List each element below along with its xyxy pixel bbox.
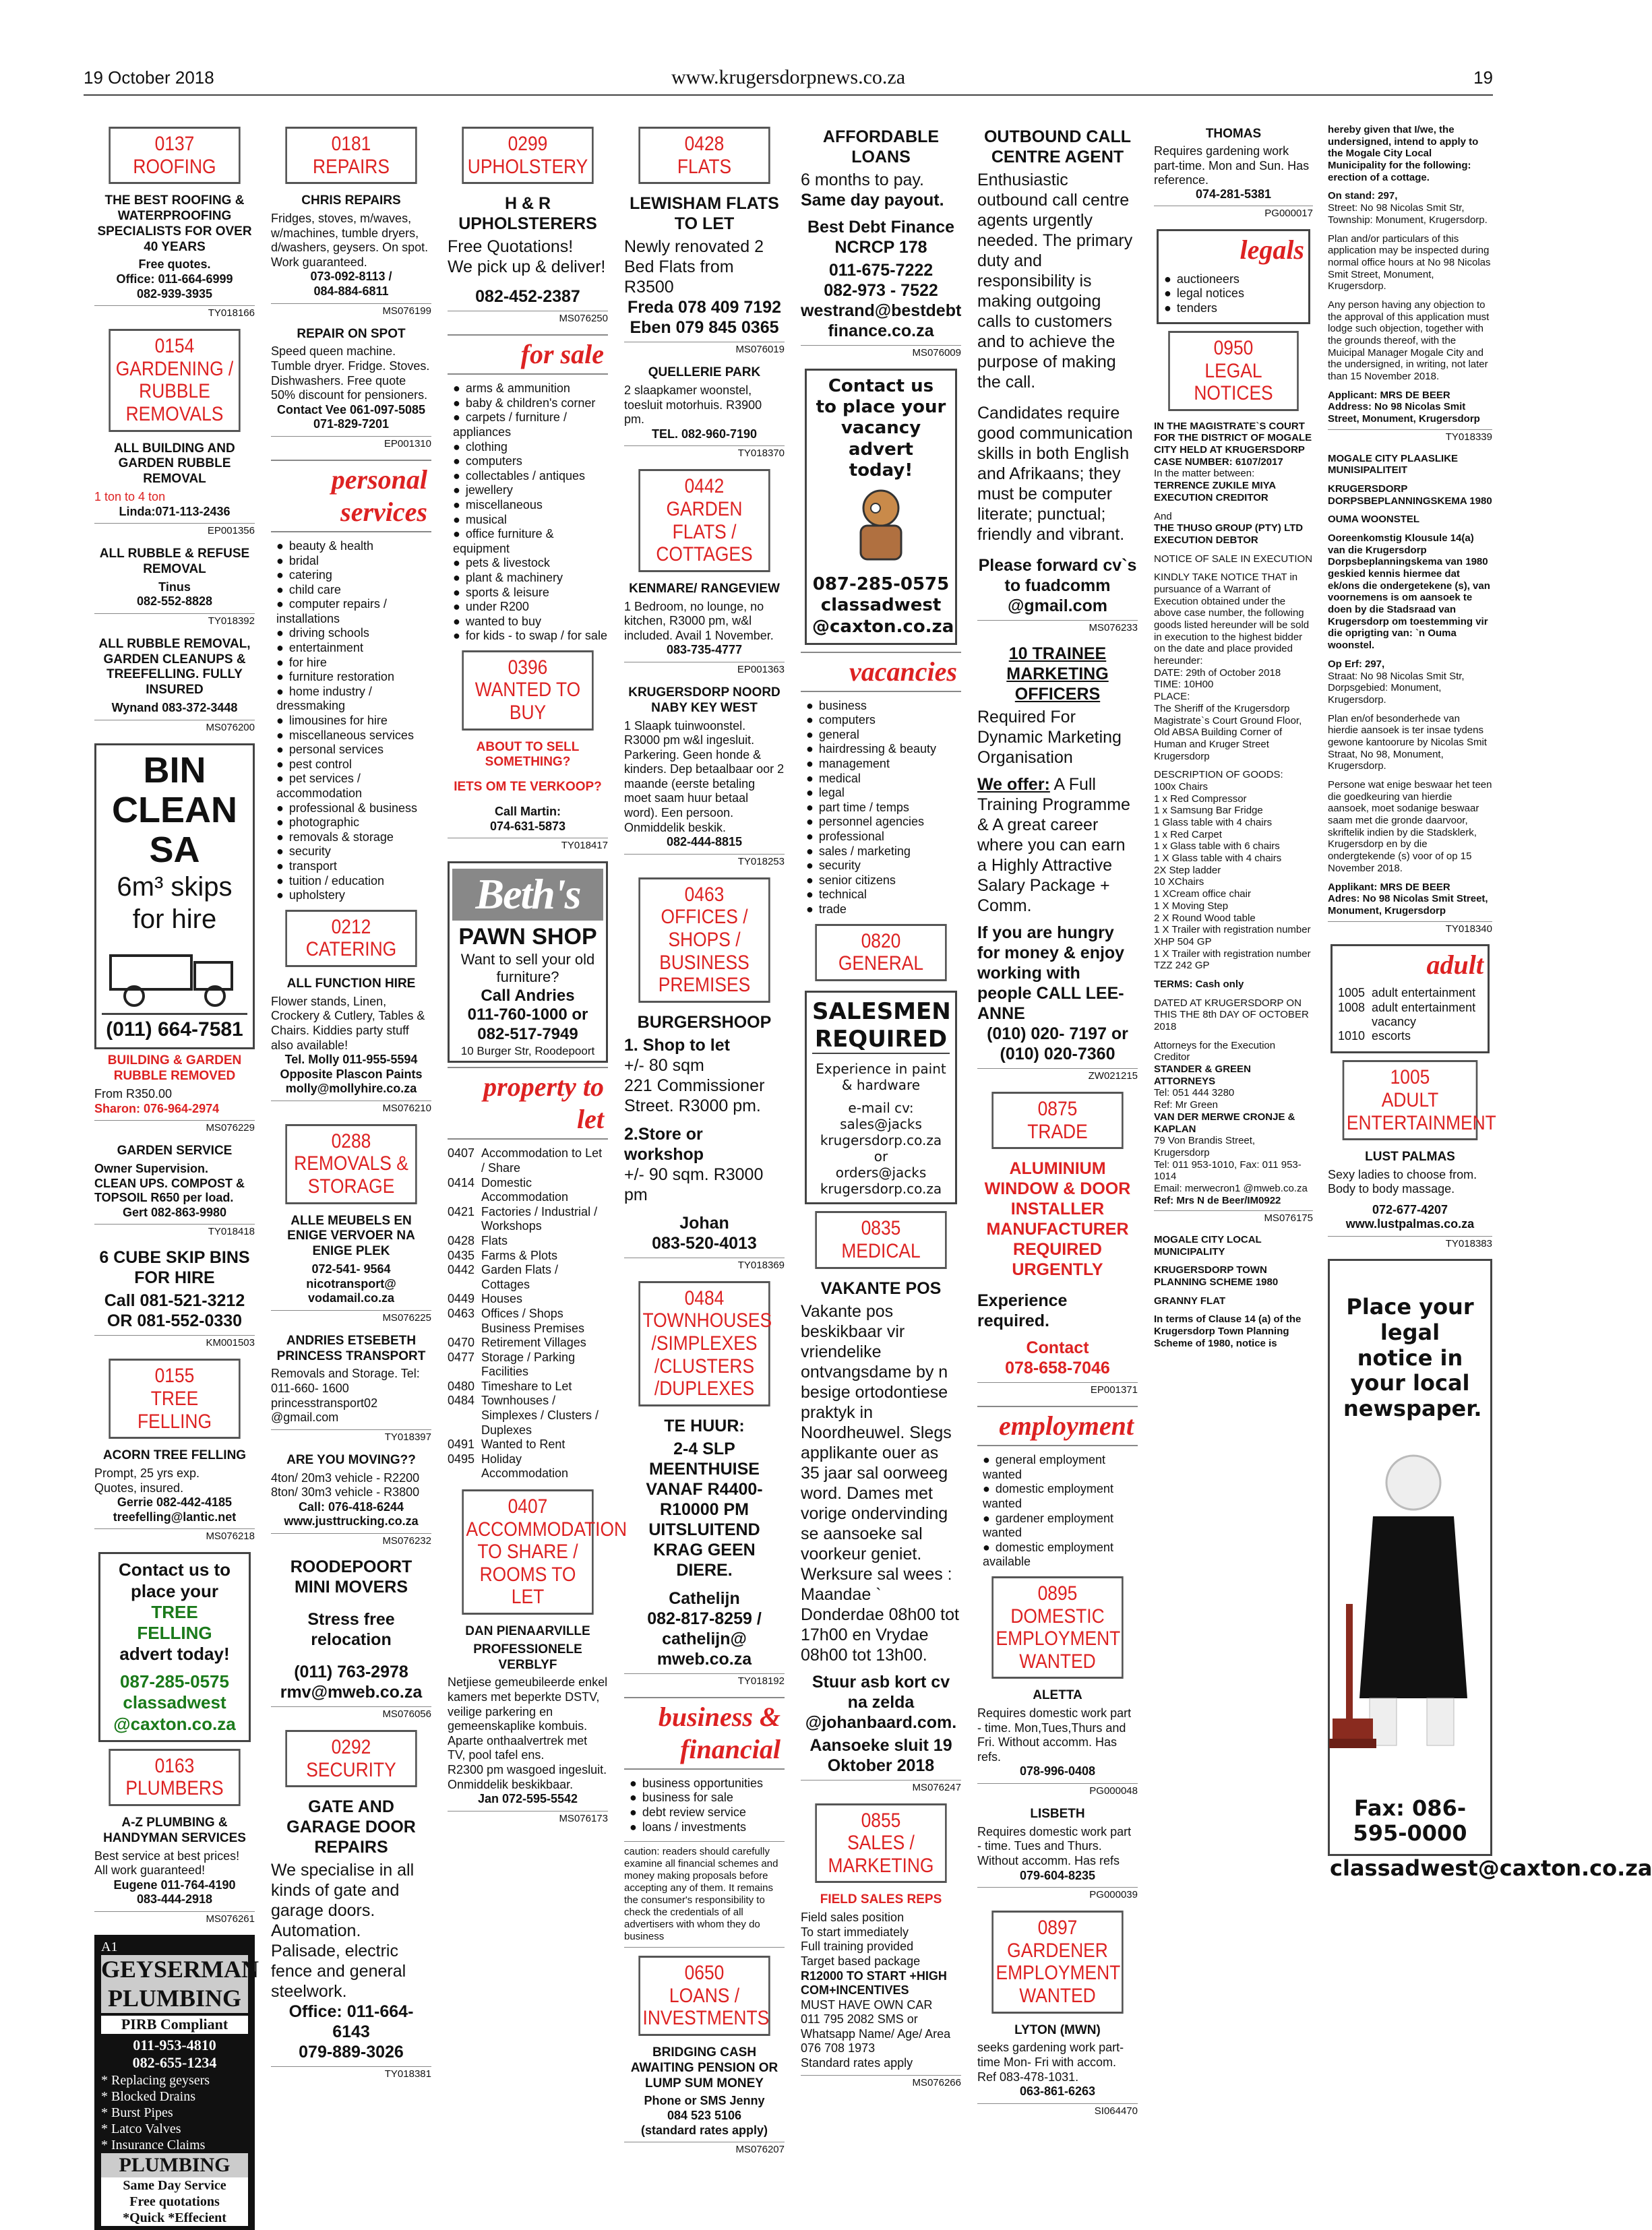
issue-date: 19 October 2018 (84, 67, 214, 88)
classified-ad: LEWISHAM FLATS TO LET Newly renovated 2 Bed Flats from R3500 Freda 078 409 7192 Eben 079 845 0365 MS076019 (624, 194, 785, 356)
classified-ad: ABOUT TO SELL SOMETHING? IETS OM TE VERKOOP? Call Martin: 074-631-5873 TY018417 (448, 740, 608, 853)
category-offices-shops: 0463 OFFICES / SHOPS / BUSINESS PREMISES (638, 877, 770, 1003)
goods-item: 10 XChairs (1154, 876, 1204, 888)
list-item: 0435 Farms & Plots (448, 1248, 558, 1262)
list-item: ● general employment wanted (983, 1453, 1138, 1482)
list-item: ● plant & machinery (453, 571, 608, 586)
legal-notice-english: hereby given that I/we, the undersigned, intend to apply to the Mogale City Local Municipality for the following: erection of a cottage. On stand: 297, Street: No 98 Nicolas Smit Str, Township: Monument, Krugersdorp. Plan and/or particulars of this application may be inspected during normal office hours at No 98 Nicolas Smit Street, Monument, Krugersdorp. Any person having any objection to the approval of this application must lodge such objection, together with the grounds thereof, with the Muicipal Manager Mogale City and the undersigned, in writing, not later than 15 November 2018. Applicant: MRS DE BEER Address: No 98 Nicolas Smit Street, Monument, Krugersdorp TY018339 (1328, 124, 1492, 443)
goods-list (1154, 781, 1313, 972)
list-item: ● gardener employment wanted (983, 1512, 1138, 1541)
list-item: ● medical (806, 772, 961, 786)
category-general: 0820 GENERAL (815, 924, 946, 981)
list-item: ● jewellery (453, 483, 608, 498)
category-wanted-to-buy: 0396 WANTED TO BUY (462, 650, 593, 731)
legal-notice-court: IN THE MAGISTRATE`S COURT FOR THE DISTRICT OF MOGALE CITY HELD AT KRUGERSDORP CASE NUMBER: 6107/2017 In the matter between: TERRENCE ZUKILE MIYA EXECUTION CREDITOR And THE THUSO GROUP (PTY) LTD EXECUTION DEBTOR NOTICE OF SALE IN EXECUTION KINDLY TAKE NOTICE THAT in pursuance of a Warrant of Execution obtained under the above case number, the following goods listed hereunder will be sold in execution to the highest bidder on the date and place provided hereunder: DATE: 29th of October 2018 TIME: 10H00 PLACE: The Sheriff of the Krugersdorp Magistrate`s Court Ground Floor, Old ABSA Building Corner of Human and Kruger Street Krugersdorp DESCRIPTION OF GOODS: 100x Chairs 1 x Red Compressor 1 x Samsung Bar Fridge 1 Glass table with 4 chairs 1 x Red Carpet 1 x Glass table with 6 chairs 1 X Glass table with 4 chairs 2X Step ladder 10 XChairs 1 XCream office chair 1 X Moving Step 2 X Round Wood table 1 X Trailer with registration number XHP 504 GP 1 X Trailer with registration number TZZ 242 GP TERMS: Cash only DATED AT KRUGERSDORP ON THIS THE 8th DAY OF OCTOBER 2018 Attorneys for the Execution Creditor STANDER & GREEN ATTORNEYS Tel: 051 444 3280 Ref: Mr Green VAN DER MERWE CRONJE & KAPLAN 79 Von Brandis Street, Krugersdorp Tel: 011 953-1010, Fax: 011 953-1014 Email: merwecron1 @mweb.co.za Ref: Mrs N de Beer/IM0922 MS076175 (1154, 420, 1313, 1225)
list-item: 0491 Wanted to Rent (448, 1437, 565, 1452)
column-1 (94, 124, 259, 2230)
list-item: ● personnel agencies (806, 815, 961, 830)
column-4 (624, 124, 785, 2165)
list-item: ● baby & children's corner (453, 396, 608, 411)
list-item: ● hairdressing & beauty (806, 742, 961, 757)
category-townhouses: 0484 TOWNHOUSES /SIMPLEXES /CLUSTERS /DUPLEXES (638, 1281, 770, 1406)
classified-ad: THE BEST ROOFING & WATERPROOFING SPECIALISTS FOR OVER 40 YEARS Free quotes. Office: 011-664-6999 082-939-3935 TY018166 (94, 193, 255, 319)
list-item: 1008 adult entertainment vacancy (1338, 1000, 1476, 1028)
list-item: ● computers (453, 454, 608, 469)
legal-notice-promo: Place your legal notice in your local newspaper. Fax: 086-595-0000 classadwest@caxton.co.za (1328, 1259, 1492, 1856)
classified-ad: AFFORDABLE LOANS 6 months to pay. Same day payout. Best Debt Finance NCRCP 178 011-675-7222 082-973 - 7522 westrand@bestdebt finance.co.za MS076009 (801, 127, 962, 359)
list-item: ● wanted to buy (453, 615, 608, 629)
classified-ad: FIELD SALES REPS Field sales position To start immediately Full training provided Target based package R12000 TO START +HIGH COM+INCENTIVES MUST HAVE OWN CAR 011 795 2082 SMS or Whatsapp Name/ Age/ Area 076 708 1973 Standard rates apply MS076266 (801, 1892, 961, 2088)
classified-ad: CHRIS REPAIRS Fridges, stoves, m/waves, w/machines, tumble dryers, d/washers, geysers. On spot. Work guaranteed. 073-092-8113 / 084-884-6811 MS076199 (271, 193, 431, 317)
list-item: ● loans / investments (630, 1820, 785, 1835)
list-item: ● auctioneers (1164, 272, 1308, 286)
classified-ad: A-Z PLUMBING & HANDYMAN SERVICES Best service at best prices! All work guaranteed! Eugene 011-764-4190 083-444-2918 MS076261 (94, 1816, 255, 1925)
classified-ad: QUELLERIE PARK 2 slaapkamer woonstel, toesluit motorhuis. R3900 pm. TEL. 082-960-7190 TY018370 (624, 365, 785, 460)
classified-ad: ALL RUBBLE & REFUSE REMOVAL Tinus 082-552-8828 TY018392 (94, 547, 255, 627)
list-item: ● home industry / dressmaking (276, 685, 431, 714)
list-item: 0495 Holiday Accommodation (448, 1452, 569, 1481)
judge-with-gavel-icon (1333, 1442, 1488, 1766)
page-header (84, 65, 1493, 96)
list-item: ● for kids - to swap / for sale (453, 629, 608, 644)
classified-ad: ALL BUILDING AND GARDEN RUBBLE REMOVAL 1 ton to 4 ton Linda:071-113-2436 EP001356 (94, 441, 255, 537)
list-item: ● computer repairs / installations (276, 597, 431, 626)
category-plumbers: 0163 PLUMBERS (109, 1749, 240, 1806)
list-item: ● bridal (276, 554, 431, 569)
list-item: 0414 Domestic Accommodation (448, 1175, 569, 1204)
list-item: ● tenders (1164, 301, 1308, 315)
list-item: ● child care (276, 583, 431, 598)
list-item: ● under R200 (453, 600, 608, 615)
category-medical: 0835 MEDICAL (815, 1211, 946, 1268)
list-item: ● domestic employment available (983, 1541, 1138, 1570)
list-item: ● domestic employment wanted (983, 1482, 1138, 1511)
list-item: 1005 adult entertainment (1338, 986, 1476, 1000)
category-roofing: 0137 ROOFING (109, 127, 240, 184)
classified-ad: ANDRIES ETSEBETH PRINCESS TRANSPORT Removals and Storage. Tel: 011-660- 1600 princesstransport02 @gmail.com TY018397 (271, 1333, 431, 1443)
legal-notice-afrikaans: MOGALE CITY PLAASLIKE MUNISIPALITEIT KRUGERSDORP DORPSBEPLANNINGSKEMA 1980 OUMA WOONSTEL Ooreenkomstig Klousule 14(a) van die Krugersdorp Dorpsbeplanningskema van 1980 geskied kennis hiermee dat ek/ons die ondergetekene (s), van voornemens is om aansoek te doen by die Stadsraad van Krugersdorp om toestemming vir die oprigting van: `n Ouma woonstel. Op Erf: 297, Straat: No 98 Nicolas Smit Str, Dorpsgebied: Monument, Krugersdorp. Plan en/of besonderhede van hierdie aansoek is ter insae tydens gewone kantoorure by Nicolas Smit Straat, No 98, Monument, Krugersdorp. Persone wat enige beswaar het teen die goedkeuring van hierdie aansoek, moet sodanige beswaar saam met die gronde daarvoor, skriftelik indien by die Stadsklerk, Krugersdorp en by die ondergtekende (s) voor of op 15 November 2018. Applikant: MRS DE BEER Adres: No 98 Nicolas Smit Street, Monument, Krugersdorp TY018340 (1328, 452, 1492, 935)
list-item: ● general (806, 728, 961, 743)
list-item: ● miscellaneous (453, 498, 608, 513)
list-item: ● personal services (276, 743, 431, 757)
list-item: ● management (806, 757, 961, 772)
list-item: ● miscellaneous services (276, 729, 431, 743)
classified-ad: BUILDING & GARDEN RUBBLE REMOVED From R350.00 Sharon: 076-964-2974 MS076229 (94, 1053, 255, 1134)
classified-ad: LISBETH Requires domestic work part - time. Tues and Thurs. Without accomm. Has refs 079-604-8235 PG000039 (977, 1807, 1138, 1901)
list-item: ● entertainment (276, 641, 431, 656)
list-item: ● office furniture & equipment (453, 527, 608, 556)
goods-item: 1 X Trailer with registration number XHP 504 GP (1154, 924, 1311, 948)
for-sale-list (448, 381, 608, 644)
classified-ad: VAKANTE POS Vakante pos beskikbaar vir vriendelike ontvangsdame by n besige ortodontiese praktyk in Noordheuwel. Slegs applikante ouer as 35 jaar sal oorweeg word. Dames met vorige ondervinding se aansoeke sal voorkeur geniet. Werksure sal wees : Maandae ` Donderdae 08h00 tot 17h00 en Vrydae 08h00 tot 13h00. Stuur asb kort cv na zelda @johanbaard.com. Aansoeke sluit 19 Oktober 2018 MS076247 (801, 1278, 961, 1793)
list-item: 1010 escorts (1338, 1029, 1411, 1043)
classified-ad: THOMAS Requires gardening work part-time. Mon and Sun. Has reference. 074-281-5381 PG000017 (1154, 127, 1313, 220)
goods-item: 2X Step ladder (1154, 864, 1221, 876)
goods-item: 1 XCream office chair (1154, 888, 1251, 900)
classified-ad: ALLE MEUBELS EN ENIGE VERVOER NA ENIGE PLEK 072-541- 9564 nicotransport@ vodamail.co.za MS076225 (271, 1214, 431, 1324)
list-item: ● professional (806, 830, 961, 844)
classified-ad: BURGERSHOOP 1. Shop to let +/- 80 sqm 221 Commissioner Street. R3000 pm. 2.Store or workshop +/- 90 sqm. R3000 pm Johan 083-520-4013 TY018369 (624, 1012, 785, 1271)
list-item: ● transport (276, 859, 431, 874)
list-item: 0407 Accommodation to Let / Share (448, 1146, 603, 1175)
list-item: ● beauty & health (276, 539, 431, 554)
list-item: 0480 Timeshare to Let (448, 1379, 572, 1393)
category-sales-marketing: 0855 SALES / MARKETING (815, 1803, 946, 1884)
list-item: ● removals & storage (276, 830, 431, 845)
list-item: ● security (806, 859, 961, 873)
list-item: ● pest control (276, 757, 431, 772)
column-6 (977, 124, 1138, 2127)
category-repairs: 0181 REPAIRS (285, 127, 417, 184)
list-item: ● photographic (276, 815, 431, 830)
classified-ad: ROODEPOORT MINI MOVERS Stress free relocation (011) 763-2978 rmv@mweb.co.za MS076056 (271, 1557, 431, 1721)
list-item: ● technical (806, 888, 961, 902)
detective-mascot-icon (840, 481, 921, 569)
list-item: ● professional & business (276, 801, 431, 816)
category-catering: 0212 CATERING (285, 910, 417, 967)
beths-pawn-shop-ad: Beth's PAWN SHOP Want to sell your old furniture? Call Andries 011-760-1000 or 082-517-7949 10 Burger Str, Roodepoort (448, 861, 608, 1063)
category-tree-felling: 0155 TREE FELLING (109, 1359, 240, 1439)
list-item: 0449 Houses (448, 1292, 523, 1306)
category-gardener-employment: 0897 GARDENER EMPLOYMENT WANTED (991, 1911, 1123, 2013)
classified-ad: 10 TRAINEE MARKETING OFFICERS Required For Dynamic Marketing Organisation We offer: A Full Training Programme & A great career where you can earn a Highly Attractive Salary Package + Comm. If you are hungry for money & enjoy working with people CALL LEE-ANNE (010) 020- 7197 or (010) 020-7360 ZW021215 (977, 644, 1138, 1082)
list-item: ● pets & livestock (453, 556, 608, 571)
list-item: 0421 Factories / Industrial / Workshops (448, 1204, 598, 1233)
classified-ad: H & R UPHOLSTERERS Free Quotations! We pick up & deliver! 082-452-2387 MS076250 (448, 194, 608, 325)
goods-item: 1 X Trailer with registration number TZZ 242 GP (1154, 948, 1311, 972)
list-item: ● part time / temps (806, 801, 961, 815)
list-item: ● musical (453, 513, 608, 528)
list-item: ● clothing (453, 440, 608, 455)
list-item: ● carpets / furniture / appliances (453, 410, 608, 439)
category-loans: 0650 LOANS / INVESTMENTS (638, 1956, 770, 2036)
classified-ad: ALL RUBBLE REMOVAL, GARDEN CLEANUPS & TREEFELLING. FULLY INSURED Wynand 083-372-3448 MS076200 (94, 637, 255, 734)
category-removals: 0288 REMOVALS & STORAGE (285, 1124, 417, 1204)
list-item: 0428 Flats (448, 1233, 508, 1247)
legal-notice-mogale: MOGALE CITY LOCAL MUNICIPALITY KRUGERSDORP TOWN PLANNING SCHEME 1980 GRANNY FLAT In terms of Clause 14 (a) of the Krugersdorp Town Planning Scheme of 1980, notice is (1154, 1234, 1302, 1349)
category-security: 0292 SECURITY (285, 1730, 417, 1787)
category-legal-notices: 0950 LEGAL NOTICES (1168, 331, 1299, 411)
list-item: ● catering (276, 568, 431, 583)
geyserman-ad: A1 GEYSERMAN PLUMBING PIRB Compliant 011-953-4810 082-655-1234 * Replacing geysers * Blocked Drains * Burst Pipes * Latco Valves * Insurance Claims PLUMBING Same Day Service Free quotations *Quick *Effecient (94, 1935, 255, 2230)
goods-item: 1 x Glass table with 6 chairs (1154, 840, 1280, 853)
list-item: ● debt review service (630, 1805, 785, 1820)
section-banner-vacancies: vacancies (801, 652, 961, 692)
classified-ad: ALL FUNCTION HIRE Flower stands, Linen, Crockery & Cutlery, Tables & Chairs. Kiddies party stuff also available! Tel. Molly 011-955-5594 Opposite Plascon Paints molly@mollyhire.co.za MS076210 (271, 976, 431, 1114)
goods-item: 1 x Samsung Bar Fridge (1154, 805, 1263, 817)
list-item: 0442 Garden Flats / Cottages (448, 1263, 559, 1291)
list-item: 0470 Retirement Villages (448, 1336, 586, 1350)
personal-services-list (271, 539, 431, 903)
classified-ad: KRUGERSDORP NOORD NABY KEY WEST 1 Slaapk tuinwoonstel. R3000 pm w&l ingesluit. Parkering. Geen honde & kinders. Dep betaalbaar oor 2 maande (eerste betaling moet saam huur betaal word). Een persoon. Onmiddelik beskik. 082-444-8815 TY018253 (624, 685, 785, 867)
goods-item: 1 X Moving Step (1154, 900, 1229, 912)
list-item: ● senior citizens (806, 873, 961, 888)
section-banner-personal-services: personal services (271, 460, 431, 532)
adult-index-box: adult 1005 adult entertainment 1008 adult entertainment vacancy 1010 escorts (1330, 944, 1490, 1053)
list-item: 0477 Storage / Parking Facilities (448, 1350, 576, 1379)
category-upholstery: 0299 UPHOLSTERY (462, 127, 593, 184)
classified-ad: REPAIR ON SPOT Speed queen machine. Tumble dryer. Fridge. Stoves. Dishwashers. Free quote 50% discount for pensioners. Contact Vee 061-097-5085 071-829-7201 EP001310 (271, 326, 431, 450)
column-7 (1154, 124, 1313, 1350)
goods-item: 1 Glass table with 4 chairs (1154, 817, 1273, 829)
classified-ad: LUST PALMAS Sexy ladies to choose from. Body to body massage. 072-677-4207 www.lustpalmas.co.za TY018383 (1328, 1150, 1492, 1249)
classified-ad: ARE YOU MOVING?? 4ton/ 20m3 vehicle - R2200 8ton/ 30m3 vehicle - R3800 Call: 076-418-6244 www.justtrucking.co.za MS076232 (271, 1452, 431, 1547)
list-item: ● trade (806, 902, 961, 917)
list-item: ● legal notices (1164, 286, 1308, 301)
classified-ad: GARDEN SERVICE Owner Supervision. CLEAN UPS. COMPOST & TOPSOIL R650 per load. Gert 082-863-9980 TY018418 (94, 1144, 255, 1238)
list-item: ● business (806, 699, 961, 714)
section-banner-for-sale: for sale (448, 334, 608, 375)
column-2 (271, 124, 431, 2090)
bin-clean-ad: BIN CLEAN SA 6m³ skips for hire (011) 664-7581 (94, 743, 255, 1050)
list-item: ● pet services / accommodation (276, 772, 431, 801)
skip-truck-icon (104, 935, 245, 1010)
list-item: ● for hire (276, 656, 431, 671)
list-item: ● legal (806, 786, 961, 801)
salesmen-required-ad: SALESMEN REQUIRED Experience in paint & hardware e-mail cv: sales@jacks krugersdorp.co.za or orders@jacks krugersdorp.co.za (805, 991, 957, 1205)
classified-ad: BRIDGING CASH AWAITING PENSION OR LUMP SUM MONEY Phone or SMS Jenny 084 523 5106 (standard rates apply) MS076207 (624, 2045, 785, 2156)
property-to-let-list (448, 1146, 608, 1481)
list-item: ● tuition / education (276, 874, 431, 889)
beths-logo: Beth's (452, 869, 603, 921)
category-adult-entertainment: 1005 ADULT ENTERTAINMENT (1343, 1060, 1478, 1140)
section-banner-property-to-let: property to let (448, 1067, 608, 1140)
classified-ad: ALETTA Requires domestic work part - time. Mon,Tues,Thurs and Fri. Without accomm. Has refs. 078-996-0408 PG000048 (977, 1688, 1138, 1797)
adult-list (1333, 986, 1488, 1043)
vacancies-list (801, 699, 961, 917)
column-8 (1328, 124, 1652, 1882)
category-garden-flats: 0442 GARDEN FLATS / COTTAGES (638, 469, 770, 571)
section-banner-business-financial: business & financial (624, 1697, 785, 1770)
legals-index-box: legals ● auctioneers ● legal notices ● tenders (1157, 229, 1310, 324)
classified-ad: OUTBOUND CALL CENTRE AGENT Enthusiastic outbound call centre agents urgently needed. The primary duty and responsibility is making outgoing calls to customers and to achieve the purpose of making the call. Candidates require good communication skills in both English and Afrikaans; they must be computer literate; punctual; friendly and vibrant. Please forward cv`s to fuadcomm @gmail.com MS076233 (977, 127, 1138, 633)
section-banner-employment: employment (977, 1406, 1138, 1446)
goods-item: 2 X Round Wood table (1154, 912, 1256, 924)
page-number: 19 (1473, 67, 1493, 88)
list-item: ● business for sale (630, 1791, 785, 1805)
goods-item: 1 x Red Carpet (1154, 828, 1222, 840)
list-item: ● arms & ammunition (453, 381, 608, 396)
list-item: ● security (276, 844, 431, 859)
list-item: ● sales / marketing (806, 844, 961, 859)
tree-felling-contact-box: Contact us to place your TREE FELLING advert today! 087-285-0575 classadwest @caxton.co.za (98, 1552, 251, 1742)
list-item: ● collectables / antiques (453, 469, 608, 484)
list-item: 0484 Townhouses / Simplexes / Clusters / Duplexes (448, 1394, 599, 1437)
goods-item: 100x Chairs (1154, 780, 1209, 793)
goods-item: 1 x Red Compressor (1154, 793, 1247, 805)
category-trade: 0875 TRADE (991, 1092, 1123, 1149)
list-item: ● driving schools (276, 626, 431, 641)
list-item: ● furniture restoration (276, 670, 431, 685)
vacancy-contact-box: Contact us to place your vacancy advert today! 087-285-0575 classadwest @caxton.co.za (805, 369, 957, 645)
list-item: ● upholstery (276, 888, 431, 903)
category-domestic-employment: 0895 DOMESTIC EMPLOYMENT WANTED (991, 1576, 1123, 1679)
classified-ad: LYTON (MWN) seeks gardening work part-time Mon- Fri with accom. Ref 083-478-1031. 063-861-6263 SI064470 (977, 2022, 1138, 2117)
site-url[interactable]: www.krugersdorpnews.co.za (671, 66, 906, 88)
column-5 (801, 124, 961, 2099)
classified-ad: GATE AND GARAGE DOOR REPAIRS We specialise in all kinds of gate and garage doors. Automation. Palisade, electric fence and general steelwork. Office: 011-664-6143 079-889-3026 TY018381 (271, 1797, 431, 2080)
column-3 (448, 124, 628, 1834)
list-item: 0463 Offices / Shops Business Premises (448, 1306, 585, 1335)
goods-item: 1 X Glass table with 4 chairs (1154, 853, 1282, 865)
list-item: ● computers (806, 713, 961, 728)
classified-ad: TE HUUR: 2-4 SLP MEENTHUISE VANAF R4400- R10000 PM UITSLUITEND KRAG GEEN DIERE. Cathelijn 082-817-8259 / cathelijn@ mweb.co.za TY018192 (624, 1416, 785, 1687)
list-item: ● business opportunities (630, 1776, 785, 1791)
classified-ad: 6 CUBE SKIP BINS FOR HIRE Call 081-521-3212 OR 081-552-0330 KM001503 (94, 1247, 255, 1349)
classified-ad: KENMARE/ RANGEVIEW 1 Bedroom, no lounge, no kitchen, R3000 pm, w&l included. Avail 1 November. 083-735-4777 EP001363 (624, 581, 785, 675)
business-financial-list (624, 1776, 785, 1834)
category-gardening: 0154 GARDENING / RUBBLE REMOVALS (109, 329, 240, 431)
category-flats: 0428 FLATS (638, 127, 770, 184)
caution-notice: caution: readers should carefully examine all financial schemes and money making proposals before accepting any of them. It remains the consumer's responsibility to check the credentials of all advertisers with whom they do business (624, 1841, 785, 1948)
list-item: ● sports & leisure (453, 586, 608, 600)
legals-list (1159, 272, 1308, 315)
category-accommodation-to-share: 0407 ACCOMMODATION TO SHARE / ROOMS TO LET (462, 1489, 593, 1615)
classified-ad: ACORN TREE FELLING Prompt, 25 yrs exp. Quotes, insured. Gerrie 082-442-4185 treefelling@lantic.net MS076218 (94, 1448, 255, 1543)
classified-ad: ALUMINIUM WINDOW & DOOR INSTALLER MANUFACTURER REQUIRED URGENTLY Experience required. Contact 078-658-7046 EP001371 (977, 1159, 1138, 1396)
employment-list (977, 1453, 1138, 1570)
classified-ad: DAN PIENAARVILLE PROFESSIONELE VERBLYF Netjiese gemeubileerde enkel kamers met beperkte DSTV, veilige parkering en gemeenskaplike kombuis. Aparte onthaalvertrek met TV, pool tafel ens. R2300 pm wasgoed ingesluit. Onmiddelik beskikbaar. Jan 072-595-5542 MS076173 (448, 1624, 608, 1824)
list-item: ● limousines for hire (276, 714, 431, 729)
